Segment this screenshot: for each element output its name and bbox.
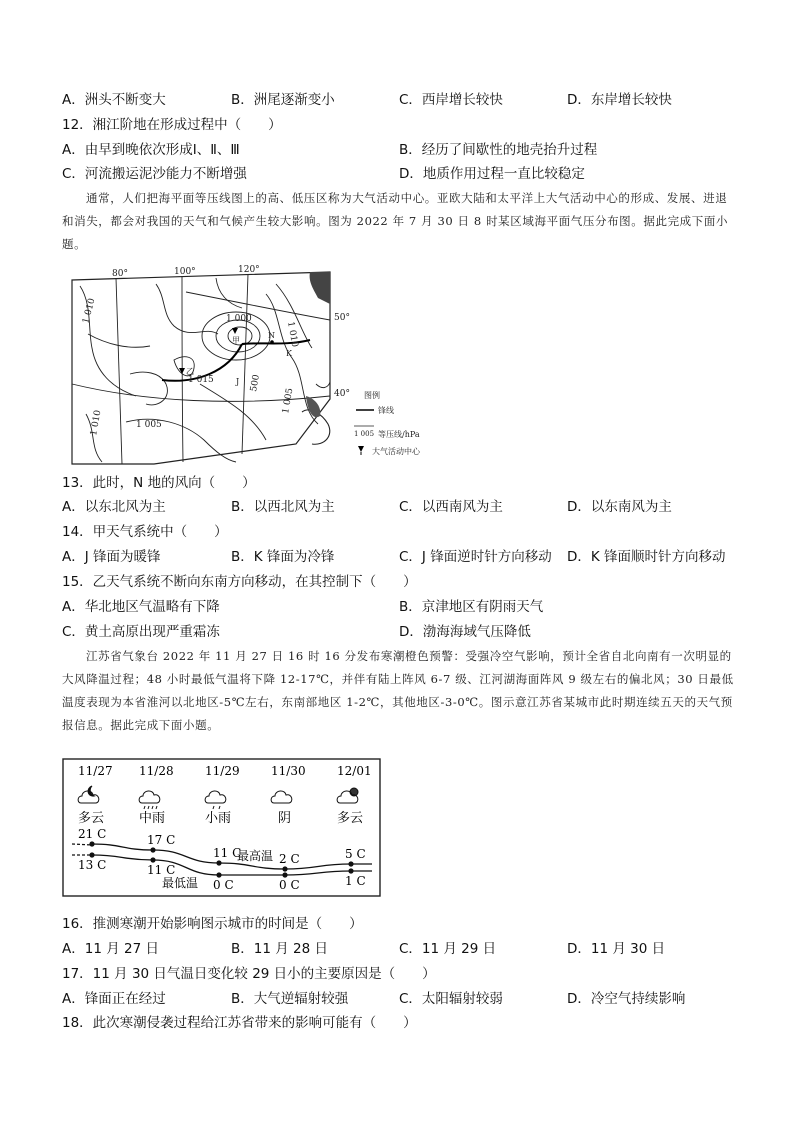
isobar-label: 1 000 <box>226 314 252 324</box>
forecast-date: 11/30 <box>271 764 306 778</box>
q11-option-b: B．洲尾逐渐变小 <box>231 92 335 108</box>
center-icon <box>358 446 364 452</box>
point-jia: 甲 <box>232 336 240 345</box>
q15-option-d: D．渤海海域气压降低 <box>399 624 531 640</box>
forecast-low-temp: 11 C <box>147 863 176 877</box>
forecast-weather: 多云 <box>78 811 105 826</box>
q14-option-c: C．J 锋面逆时针方向移动 <box>399 549 552 565</box>
q11-option-a: A．洲头不断变大 <box>62 92 166 108</box>
point-yi: 乙 <box>186 367 194 376</box>
q12-option-c: C．河流搬运泥沙能力不断增强 <box>62 166 247 182</box>
q11-option-d: D．东岸增长较快 <box>567 92 672 108</box>
forecast-high-temp: 5 C <box>345 847 366 861</box>
forecast-weather: 小雨 <box>205 811 232 826</box>
forecast-low-temp: 1 C <box>345 874 366 888</box>
light-rain-icon <box>205 791 226 809</box>
q14-option-b: B．K 锋面为冷锋 <box>231 549 335 565</box>
passage-2: 江苏省气象台 2022 年 11 月 27 日 16 时 16 分发布寒潮橙色预警：受强冷空气影响，预计全省自北向南有一次明显的大风降温过程；48 小时最低气温将下降 12-17℃，并伴有陆上阵风 6-7 级、江河湖海面阵风 9 级左右的偏北风；30 日最低温度表现为本省淮河以北地区-5℃左右，东南部地区 1-2℃，其他地区-3-0℃。图示意江苏省某城市此时期连续五天的天气预报信息。据此完成下面小题。 <box>62 649 734 732</box>
q16-stem: 16．推测寒潮开始影响图示城市的时间是（ ） <box>62 916 363 932</box>
q13-option-d: D．以东南风为主 <box>567 499 672 515</box>
forecast-high-temp: 11 C <box>213 846 242 860</box>
lon-label: 120° <box>238 265 260 275</box>
lon-label: 100° <box>174 267 196 277</box>
isobar-label: 1 010 <box>89 409 104 437</box>
isobar-label: 1 010 <box>81 297 98 325</box>
legend-isobar: 等压线/hPa <box>378 430 420 439</box>
point-n: N <box>268 331 275 340</box>
isobar-label: 1 015 <box>188 375 214 385</box>
forecast-low-temp: 0 C <box>279 878 300 892</box>
forecast-date: 12/01 <box>337 764 372 778</box>
q16-option-b: B．11 月 28 日 <box>231 941 328 957</box>
cloudy-night-icon <box>78 786 99 803</box>
partly-cloudy-icon <box>337 788 358 803</box>
q13-option-c: C．以西南风为主 <box>399 499 503 515</box>
legend-front: 锋线 <box>378 406 394 415</box>
isobar-label: 1 010 <box>285 320 300 348</box>
weather-forecast-chart <box>62 758 382 898</box>
q18-stem: 18．此次寒潮侵袭过程给江苏省带来的影响可能有（ ） <box>62 1015 417 1031</box>
isobar-label: 500 <box>249 373 262 393</box>
q15-option-c: C．黄土高原出现严重霜冻 <box>62 624 220 640</box>
q16-option-d: D．11 月 30 日 <box>567 941 666 957</box>
passage-1: 通常，人们把海平面等压线图上的高、低压区称为大气活动中心。亚欧大陆和太平洋上大气活动中心的形成、发展、进退和消失，都会对我国的天气和气候产生较大影响。图为 2022 年 7 月 30 日 8 时某区域海平面气压分布图。据此完成下面小题。 <box>62 191 729 251</box>
lat-label: 50° <box>334 313 350 323</box>
point-j: J <box>236 377 240 386</box>
legend-isobar-sample: 1 005 <box>354 430 375 438</box>
lon-label: 80° <box>112 269 128 279</box>
q11-option-c: C．西岸增长较快 <box>399 92 503 108</box>
moderate-rain-icon <box>139 791 160 809</box>
q17-option-d: D．冷空气持续影响 <box>567 991 686 1007</box>
forecast-weather: 阴 <box>278 811 292 826</box>
q14-option-d: D．K 锋面顺时针方向移动 <box>567 549 726 565</box>
legend-title: 图例 <box>364 391 380 400</box>
legend-center: 大气活动中心 <box>372 447 420 456</box>
q15-option-a: A．华北地区气温略有下降 <box>62 599 220 615</box>
q17-option-a: A．锋面正在经过 <box>62 991 166 1007</box>
lat-label: 40° <box>334 389 350 399</box>
q13-option-a: A．以东北风为主 <box>62 499 166 515</box>
q16-option-a: A．11 月 27 日 <box>62 941 159 957</box>
q17-option-c: C．太阳辐射较弱 <box>399 991 503 1007</box>
q13-stem: 13．此时，N 地的风向（ ） <box>62 475 256 491</box>
pressure-map <box>66 264 448 468</box>
isobar-label: 1 005 <box>281 387 296 415</box>
map-legend <box>354 390 421 456</box>
low-temp-label: 最低温 <box>162 876 199 890</box>
q14-option-a: A．J 锋面为暖锋 <box>62 549 161 565</box>
q12-option-b: B．经历了间歇性的地壳抬升过程 <box>399 142 598 158</box>
forecast-date: 11/28 <box>139 764 174 778</box>
q15-option-b: B．京津地区有阴雨天气 <box>399 599 544 615</box>
forecast-weather: 多云 <box>337 811 364 826</box>
forecast-high-temp: 21 C <box>78 827 107 841</box>
q12-option-a: A．由早到晚依次形成Ⅰ、Ⅱ、Ⅲ <box>62 142 240 158</box>
overcast-icon <box>271 791 292 803</box>
q13-option-b: B．以西北风为主 <box>231 499 335 515</box>
forecast-low-temp: 13 C <box>78 858 107 872</box>
forecast-high-temp: 17 C <box>147 833 176 847</box>
forecast-date: 11/27 <box>78 764 113 778</box>
forecast-high-temp: 2 C <box>279 852 300 866</box>
forecast-date: 11/29 <box>205 764 240 778</box>
q17-stem: 17．11 月 30 日气温日变化较 29 日小的主要原因是（ ） <box>62 966 436 982</box>
point-k: K <box>286 349 292 358</box>
q16-option-c: C．11 月 29 日 <box>399 941 497 957</box>
q17-option-b: B．大气逆辐射较强 <box>231 991 349 1007</box>
forecast-weather: 中雨 <box>139 811 166 826</box>
high-temp-label: 最高温 <box>237 849 274 863</box>
q15-stem: 15．乙天气系统不断向东南方向移动，在其控制下（ ） <box>62 574 417 590</box>
q12-option-d: D．地质作用过程一直比较稳定 <box>399 166 585 182</box>
q14-stem: 14．甲天气系统中（ ） <box>62 524 228 540</box>
isobar-label: 1 005 <box>136 420 162 430</box>
forecast-low-temp: 0 C <box>213 878 234 892</box>
q12-stem: 12．湘江阶地在形成过程中（ ） <box>62 117 282 133</box>
